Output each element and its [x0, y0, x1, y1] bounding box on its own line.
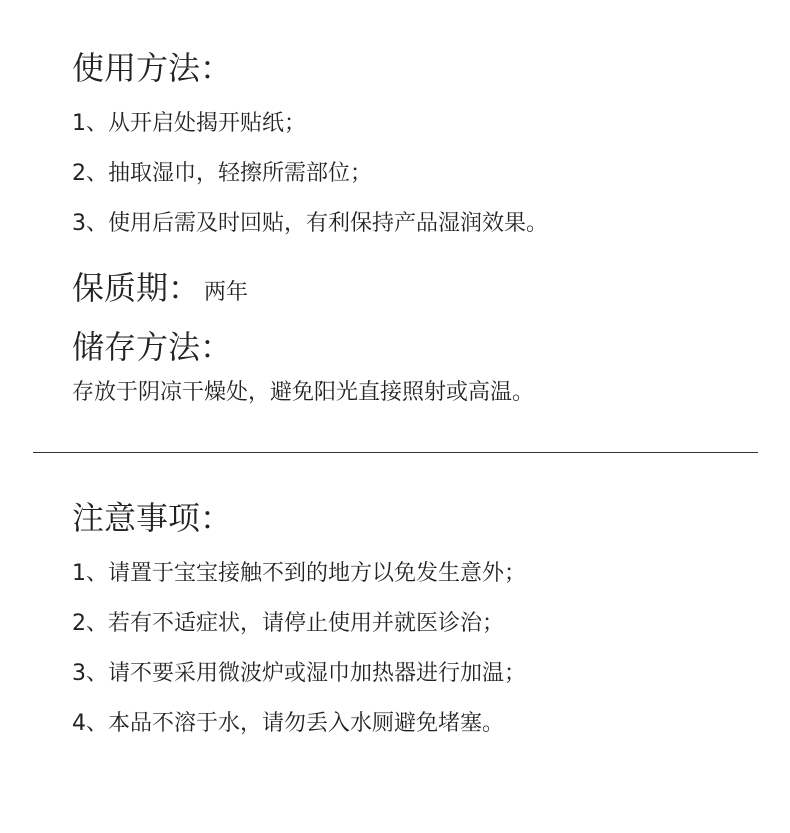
shelf-life-value: 两年	[204, 280, 249, 305]
notes-item-1	[72, 560, 760, 588]
notes-item-text: 3、请不要采用微波炉或湿巾加热器进行加温；	[72, 661, 526, 686]
usage-section	[72, 48, 760, 88]
notes-section	[72, 498, 760, 538]
usage-step-1	[72, 110, 760, 138]
usage-step-text: 1、从开启处揭开贴纸；	[72, 111, 306, 136]
usage-step-3	[72, 210, 760, 238]
storage-text: 存放于阴凉干燥处，避免阳光直接照射或高温。	[72, 380, 535, 405]
storage-section	[72, 327, 760, 367]
shelf-life-heading: 保质期：	[72, 269, 201, 307]
usage-step-2	[72, 160, 760, 188]
notes-item-3	[72, 660, 760, 688]
usage-heading: 使用方法：	[72, 49, 233, 87]
notes-item-text: 4、本品不溶于水，请勿丢入水厕避免堵塞。	[72, 711, 504, 736]
storage-heading: 储存方法：	[72, 328, 233, 366]
storage-text-row	[72, 379, 760, 407]
notes-item-text: 2、若有不适症状，请停止使用并就医诊治；	[72, 611, 504, 636]
usage-step-text: 3、使用后需及时回贴，有利保持产品湿润效果。	[72, 211, 548, 236]
notes-heading: 注意事项：	[72, 499, 233, 537]
shelf-life-section	[72, 268, 760, 308]
usage-step-text: 2、抽取湿巾，轻擦所需部位；	[72, 161, 372, 186]
notes-item-4	[72, 710, 760, 738]
notes-item-text: 1、请置于宝宝接触不到的地方以免发生意外；	[72, 561, 526, 586]
notes-item-2	[72, 610, 760, 638]
section-divider	[33, 452, 758, 453]
